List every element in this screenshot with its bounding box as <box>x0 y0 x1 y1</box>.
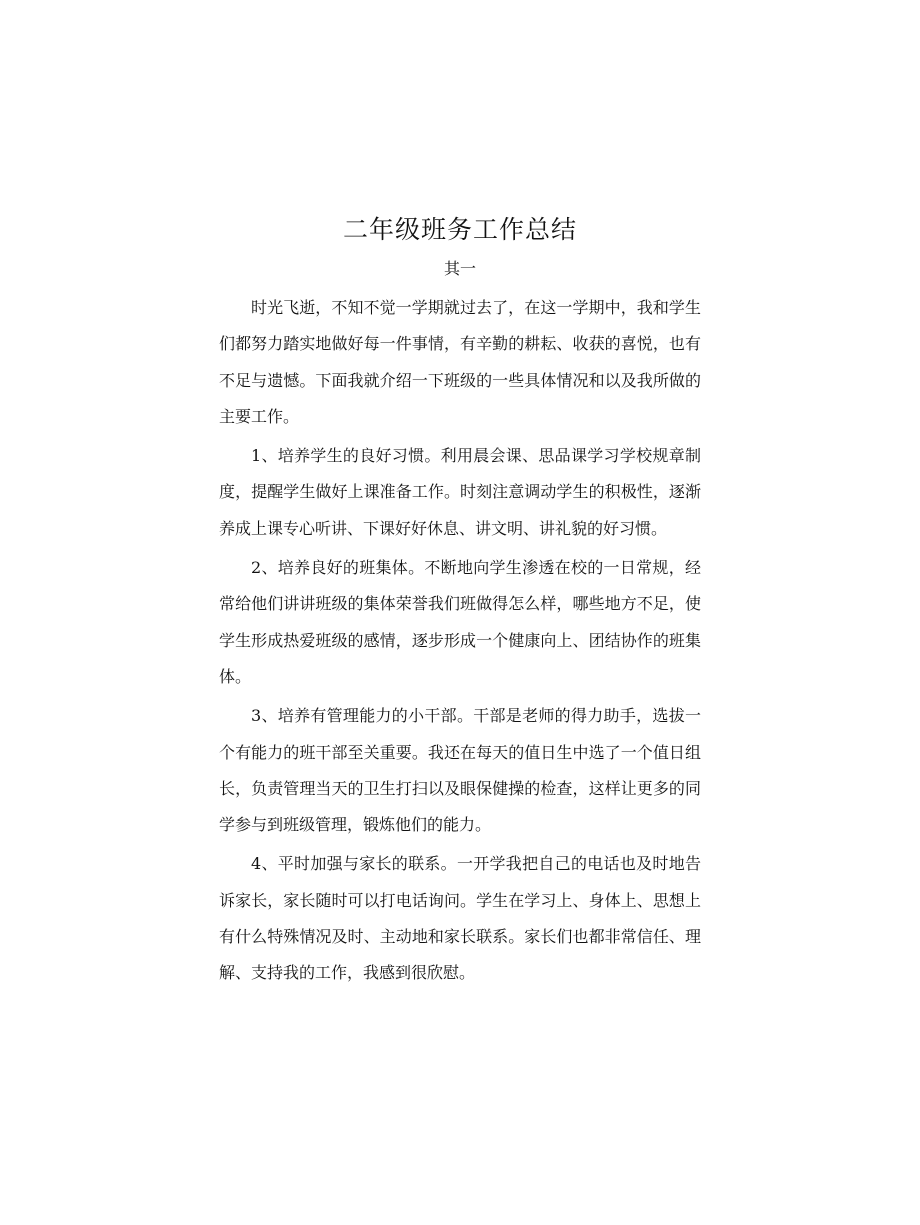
paragraph-habits: 1、培养学生的良好习惯。利用晨会课、思品课学习学校规章制度，提醒学生做好上课准备工作。时刻注意调动学生的积极性，逐渐养成上课专心听讲、下课好好休息、讲文明、讲礼貌的好习惯。 <box>219 446 701 538</box>
paragraph-intro: 时光飞逝，不知不觉一学期就过去了，在这一学期中，我和学生们都努力踏实地做好每一件事情，有辛勤的耕耘、收获的喜悦，也有不足与遗憾。下面我就介绍一下班级的一些具体情况和以及我所做的主要工作。 <box>219 298 701 426</box>
paragraph-class-collective: 2、培养良好的班集体。不断地向学生渗透在校的一日常规，经常给他们讲讲班级的集体荣誉我们班做得怎么样，哪些地方不足，使学生形成热爱班级的感情，逐步形成一个健康向上、团结协作的班集体。 <box>219 558 701 686</box>
document-body <box>219 290 701 995</box>
document-title: 二年级班务工作总结 <box>342 215 577 244</box>
document-subtitle: 其一 <box>443 259 476 278</box>
paragraph-parent-contact: 4、平时加强与家长的联系。一开学我把自己的电话也及时地告诉家长，家长随时可以打电话询问。学生在学习上、身体上、思想上有什么特殊情况及时、主动地和家长联系。家长们也都非常信任、理解、支持我的工作，我感到很欣慰。 <box>219 854 701 983</box>
paragraph-class-leaders: 3、培养有管理能力的小干部。干部是老师的得力助手，选拔一个有能力的班干部至关重要。我还在每天的值日生中选了一个值日组长，负责管理当天的卫生打扫以及眼保健操的检查，这样让更多的同学参与到班级管理，锻炼他们的能力。 <box>219 706 701 835</box>
